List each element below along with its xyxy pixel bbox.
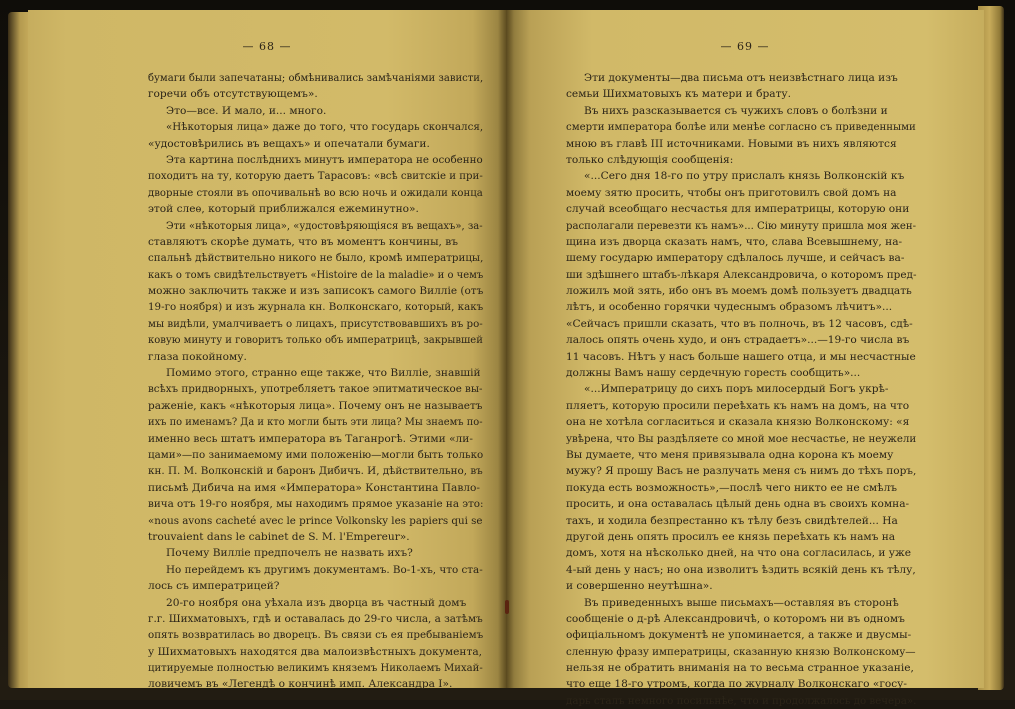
text-line: моему зятю просить, чтобы онъ приготовилъ свой домъ на: [566, 186, 897, 199]
text-line: Эти «нѣкоторыя лица», «удостовѣряющіяся въ вещахъ», за-: [166, 219, 483, 232]
text-line: ши здѣшнего штабъ-лѣкаря Александровича, о которомъ пред-: [566, 268, 917, 281]
text-line: смерти императора болѣе или менѣе согласно съ приведенными: [566, 121, 916, 134]
text-line: вича отъ 19-го ноября, мы находимъ прямое указаніе на это:: [148, 498, 484, 511]
text-line: письмѣ Дибича на имя «Императора» Константина Павло-: [148, 481, 480, 494]
text-line: покуда есть возможность»,—послѣ чего никто ее не смѣлъ: [566, 481, 898, 494]
left-page-text: [148, 70, 483, 693]
text-line: «...Сего дня 18-го по утру прислалъ князь Волконскій къ: [584, 170, 905, 183]
text-line: она не хотѣла согласиться и сказала князю Волконскому: «я: [566, 416, 910, 429]
text-line: шему государю императору сдѣлалось лучше, и сейчасъ ва-: [566, 252, 905, 265]
text-line: спальнѣ дѣйствительно никого не было, кромѣ императрицы,: [148, 252, 484, 265]
text-line: ложилъ мой зять, ибо онъ въ моемъ домѣ пользуетъ двадцать: [566, 285, 912, 298]
text-line: щина изъ дворца сказать намъ, что, слава Всевышнему, на-: [566, 235, 903, 248]
text-line: мужу? Я прошу Васъ не разлучать меня съ нимъ до тѣхъ поръ,: [566, 465, 917, 478]
text-line: глаза покойному.: [148, 350, 247, 363]
text-line: лалось опять очень худо, и онъ страдаетъ»...—19-го числа въ: [566, 334, 910, 347]
text-line: Вы думаете, что меня привязывала одна корона къ моему: [566, 448, 894, 461]
text-line: мною въ главѣ III источниками. Новыми въ нихъ являются: [566, 137, 897, 150]
text-line: «Сейчасъ пришли сказать, что въ полночь, въ 12 часовъ, сдѣ-: [566, 317, 913, 330]
text-line: Помимо этого, странно еще также, что Вилліе, знавшій: [166, 367, 481, 380]
text-line: располагали перевезти къ намъ»... Сію минуту пришла моя жен-: [566, 219, 917, 232]
text-line: мы видѣли, умалчиваетъ о лицахъ, присутствовавшихъ въ ро-: [148, 317, 483, 330]
text-line: 19-го ноября) и изъ журнала кн. Волконскаго, который, какъ: [148, 301, 484, 314]
text-line: увѣрена, что Вы раздѣляете со мной мое несчастье, не неужели: [566, 432, 917, 445]
text-line: trouvaient dans le cabinet de S. M. l'Empereur».: [148, 530, 410, 543]
text-line: г.г. Шихматовыхъ, гдѣ и оставалась до 29-го числа, а затѣмъ: [148, 612, 483, 625]
text-line: цитируемые полностью великимъ княземъ Николаемъ Михай-: [148, 662, 483, 675]
text-line: только слѣдующія сообщенія:: [566, 153, 734, 166]
text-line: семьи Шихматовыхъ къ матери и брату.: [566, 88, 792, 101]
text-line: 11 часовъ. Нѣтъ у насъ больше нашего отца, и мы несчастные: [566, 350, 916, 363]
text-line: лось съ императрицей?: [148, 580, 280, 593]
text-line: должны Вамъ нашу сердечную горесть сообщить»...: [566, 367, 861, 380]
text-line: опять возвратилась во дворецъ. Въ связи съ ея пребываніемъ: [148, 629, 484, 642]
text-line: Эти документы—два письма отъ неизвѣстнаго лица изъ: [584, 72, 898, 84]
left-page: [28, 10, 506, 691]
page-number-right: — 69 —: [720, 40, 770, 53]
right-page-text: [566, 70, 916, 709]
text-line: 20-го ноября она уѣхала изъ дворца въ частный домъ: [166, 596, 467, 609]
text-line: кн. П. М. Волконскій и баронъ Дибичъ. И, дѣйствительно, въ: [148, 465, 483, 478]
text-line: ихъ по именамъ? Да и кто могли быть эти лица? Мы знаемъ по-: [148, 416, 483, 429]
text-line: «...Императрицу до сихъ поръ милосердый Богъ укрѣ-: [584, 383, 889, 396]
text-line: «nous avons cacheté avec le prince Volkonsky les papiers qui se: [148, 514, 483, 527]
text-line: лѣтъ, и особенно горячки чудеснымъ образомъ лѣчитъ»...: [566, 301, 893, 314]
text-line: цами»—по занимаемому ими положенію—могли быть только: [148, 448, 484, 461]
text-line: у Шихматовыхъ находятся два малоизвѣстныхъ документа,: [148, 645, 483, 658]
text-line: Но перейдемъ къ другимъ документамъ. Во-1-хъ, что ста-: [166, 563, 483, 576]
text-line: походитъ на ту, которую даетъ Тарасовъ: «всѣ свитскіе и при-: [148, 170, 483, 183]
text-line: всѣхъ придворныхъ, употребляетъ такое эпитматическое вы-: [148, 383, 483, 396]
text-line: какъ о томъ свидѣтельствуетъ «Histoire de la maladie» и о чемъ: [148, 268, 484, 281]
text-line: домъ, хотя на нѣсколько дней, на что она согласилась, и уже: [566, 547, 912, 560]
text-line: Въ нихъ разсказывается съ чужихъ словъ о болѣзни и: [584, 104, 888, 117]
text-line: горечи объ отсутствующемъ».: [148, 88, 318, 101]
text-line: Эта картина послѣднихъ минутъ императора не особенно: [166, 153, 483, 166]
text-line: случай всеобщаго несчастья для императрицы, которую они: [566, 203, 910, 216]
text-line: 4-ый день у насъ; но она изволитъ ѣздить всякій день къ тѣлу,: [566, 563, 916, 576]
text-line: «удостовѣрились въ вещахъ» и опечатали бумаги.: [148, 137, 430, 150]
text-line: дворные стояли въ опочивальнѣ во всю ночь и ожидали конца: [148, 186, 483, 199]
book-gutter: [498, 10, 514, 688]
text-line: пляетъ, которую просили переѣхать къ намъ на домъ, на что: [566, 399, 910, 412]
text-line: именно весь штатъ императора въ Таганрогѣ. Этими «ли-: [148, 432, 473, 445]
text-line: дарь сталъ немного посильнѣе, что и продолжалось до вечера».: [566, 694, 917, 707]
bookmark-ribbon: [505, 600, 509, 614]
page-number-left: — 68 —: [242, 40, 292, 53]
text-line: офиціальномъ документѣ не упоминается, а также и двусмы-: [566, 629, 912, 642]
text-line: ставляютъ скорѣе думать, что въ моментъ кончины, въ: [148, 235, 458, 248]
right-page: [506, 10, 984, 707]
text-line: сообщеніе о д-рѣ Александровичѣ, о которомъ ни въ одномъ: [566, 612, 905, 625]
text-line: что еще 18-го утромъ, когда по журналу Волконскаго «госу-: [566, 678, 907, 691]
text-line: «Нѣкоторыя лица» даже до того, что государь скончался,: [166, 121, 484, 134]
text-line: Въ приведенныхъ выше письмахъ—оставляя въ сторонѣ: [584, 596, 899, 609]
text-line: и совершенно неутѣшна».: [566, 580, 713, 593]
text-line: другой день опять просилъ ее князь переѣхать къ намъ на: [566, 530, 896, 543]
text-line: этой слеѳ, который приближался ежеминутно».: [148, 203, 419, 216]
text-line: раженіе, какъ «нѣкоторыя лица». Почему онъ не называетъ: [148, 399, 483, 412]
text-line: просить, и она оставалась цѣлый день одна въ своихъ комна-: [566, 498, 910, 511]
text-line: ковую минуту и говоритъ только объ императрицѣ, закрывшей: [148, 334, 483, 347]
text-line: нельзя не обратить вниманія на то весьма странное указаніе,: [566, 662, 914, 675]
text-line: ловичемъ въ «Легендѣ о кончинѣ имп. Александра I».: [148, 678, 453, 691]
text-line: Это—все. И мало, и... много.: [166, 104, 327, 117]
text-line: сленную фразу императрицы, сказанную князю Волконскому—: [566, 645, 916, 658]
text-line: бумаги были запечатаны; обмѣнивались замѣчаніями зависти,: [148, 72, 484, 84]
text-line: тахъ, и ходила безпрестанно къ тѣлу безъ свидѣтелей... На: [566, 514, 898, 527]
text-line: можно заключить также и изъ записокъ самого Вилліе (отъ: [148, 285, 484, 298]
text-line: Почему Вилліе предпочелъ не назвать ихъ?: [166, 547, 413, 560]
